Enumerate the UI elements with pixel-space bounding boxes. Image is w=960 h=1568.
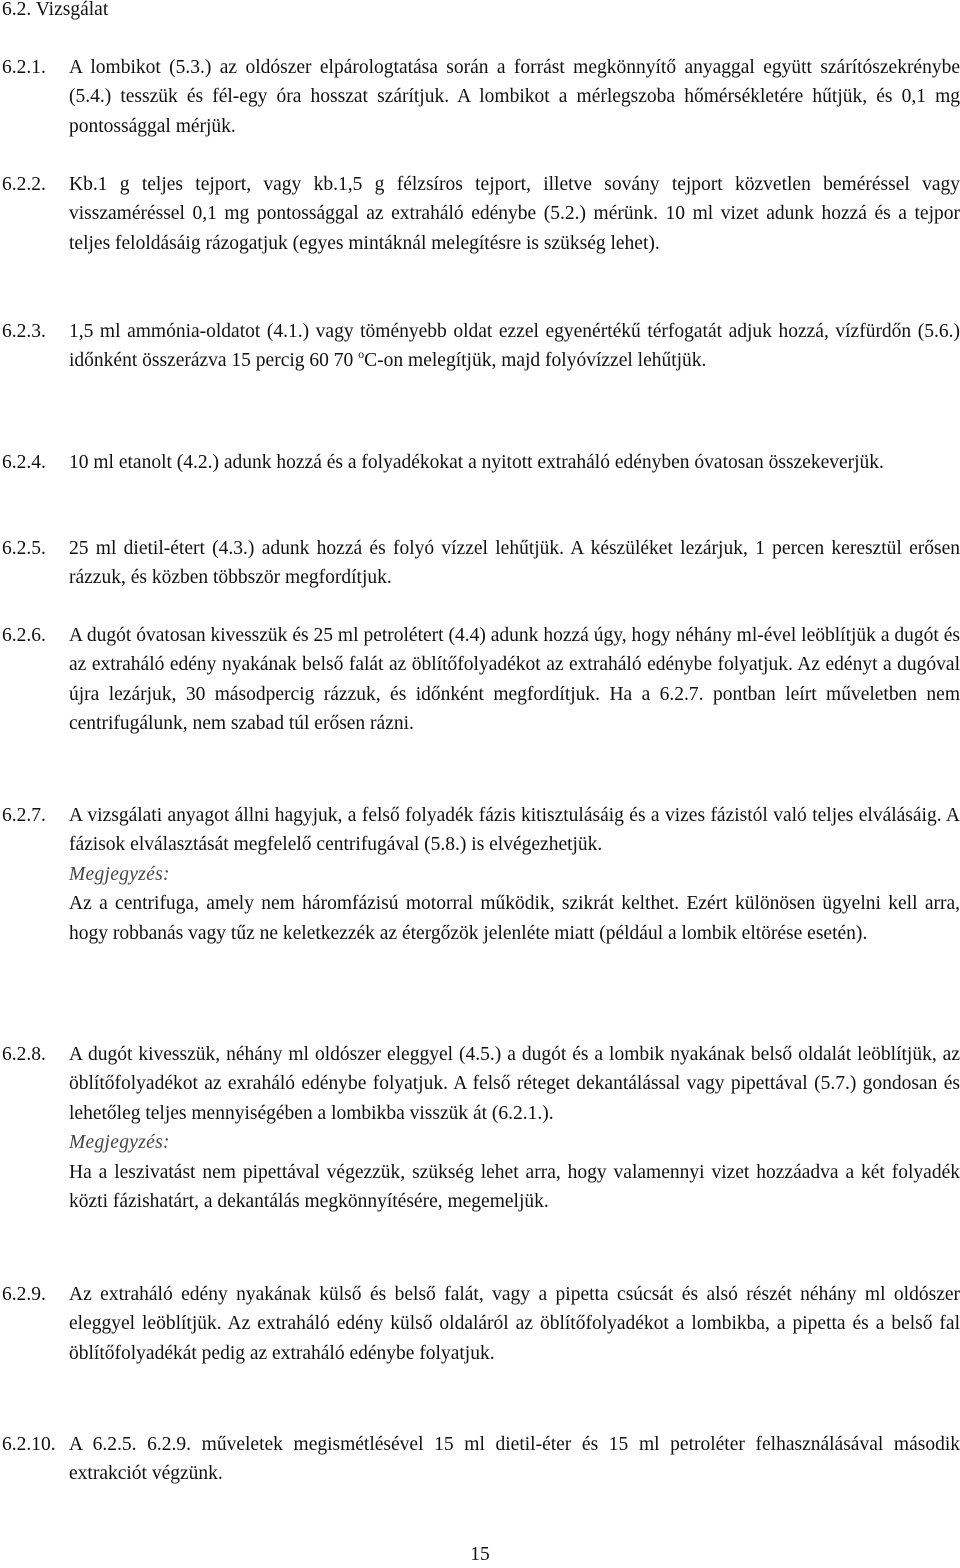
step-number: 6.2.7.: [2, 805, 46, 826]
section-heading: 6.2. Vizsgálat: [2, 0, 109, 20]
note-label: Megjegyzés:: [69, 1132, 170, 1154]
step-number: 6.2.5.: [2, 538, 46, 559]
step-6-2-7: [2, 801, 960, 948]
degree-superscript: o: [358, 347, 365, 362]
step-number: 6.2.8.: [2, 1044, 46, 1065]
page-number: 15: [470, 1544, 490, 1565]
step-text: 10 ml etanolt (4.2.) adunk hozzá és a folyadékokat a nyitott extraháló edényben óvatosan összekeverjük.: [69, 452, 884, 473]
step-text: A vizsgálati anyagot állni hagyjuk, a felső folyadék fázis kitisztulásáig és a vizes fázistól való teljes elválásáig. A fázisok elválasztását megfelelő centrifugával (5.8.) is elvégezhetjük.: [69, 805, 960, 856]
step-text: A 6.2.5. 6.2.9. műveletek megismétlésével 15 ml dietil-éter és 15 ml petroléter felhasználásával második extrakciót végzünk.: [69, 1434, 960, 1485]
step-number: 6.2.4.: [2, 452, 46, 473]
step-text: A lombikot (5.3.) az oldószer elpárologtatása során a forrást megkönnyítő anyaggal együtt szárítószekrénybe (5.4.) tesszük és fél-egy óra hosszat szárítjuk. A lombikot a mérlegszoba hőmérsékletére hűtjük, és 0,1 mg pontossággal mérjük.: [69, 57, 960, 137]
step-6-2-4: [2, 448, 960, 477]
note-text: Ha a leszivatást nem pipettával végezzük, szükség lehet arra, hogy valamennyi vizet hozzáadva a két folyadék közti fázishatárt, a dekantálás megkönnyítésére, megemeljük.: [69, 1161, 960, 1213]
step-text: A dugót kivesszük, néhány ml oldószer eleggyel (4.5.) a dugót és a lombik nyakának belső oldalát leöblítjük, az öblítőfolyadékot az exraháló edénybe folyatjuk. A felső réteget dekantálással vagy pipettával (5.7.) gondosan és lehetőleg teljes mennyiségében a lombikba visszük át (6.2.1.).: [69, 1044, 960, 1124]
step-number: 6.2.1.: [2, 57, 46, 78]
step-number: 6.2.9.: [2, 1284, 46, 1305]
step-number: 6.2.6.: [2, 625, 46, 646]
step-number: 6.2.10.: [2, 1434, 56, 1455]
step-text: A dugót óvatosan kivesszük és 25 ml petrolétert (4.4) adunk hozzá úgy, hogy néhány ml-ével leöblítjük a dugót és az extraháló edény nyakának belső falát az öblítőfolyadékot az extraháló edénybe folyatjuk. Az edényt a dugóval újra lezárjuk, 30 másodpercig rázzuk, és időnként megfordítjuk. Ha a 6.2.7. pontban leírt műveletben nem centrifugálunk, nem szabad túl erősen rázni.: [69, 625, 960, 735]
step-text: 25 ml dietil-étert (4.3.) adunk hozzá és folyó vízzel lehűtjük. A készüléket lezárjuk, 1 percen keresztül erősen rázzuk, és közben többször megfordítjuk.: [69, 538, 960, 589]
step-number: 6.2.2.: [2, 174, 46, 195]
note-label: Megjegyzés:: [69, 863, 170, 885]
step-6-2-3: [2, 317, 960, 376]
note-text: Az a centrifuga, amely nem háromfázisú motorral működik, szikrát kelthet. Ezért különösen ügyelni kell arra, hogy robbanás vagy tűz ne keletkezzék az étergőzök jelenléte miatt (például a lombik eltörése esetén).: [69, 893, 960, 944]
step-6-2-1: [2, 53, 960, 141]
step-number: 6.2.3.: [2, 321, 46, 342]
step-text: Kb.1 g teljes tejport, vagy kb.1,5 g félzsíros tejport, illetve sovány tejport közvetlen beméréssel vagy visszaméréssel 0,1 mg pontossággal az extraháló edénybe (5.2.) mérünk. 10 ml vizet adunk hozzá és a tejpor teljes feloldásáig rázogatjuk (egyes mintáknál melegítésre is szükség lehet).: [69, 174, 960, 254]
step-6-2-6: [2, 621, 960, 739]
step-6-2-10: [2, 1430, 960, 1489]
step-text: Az extraháló edény nyakának külső és belső falát, vagy a pipetta csúcsát és alsó részét néhány ml oldószer eleggyel leöblítjük. Az extraháló edény külső oldaláról az öblítőfolyadékot a lombikba, a pipetta és a belső fal öblítőfolyadékát pedig az extraháló edénybe folyatjuk.: [69, 1284, 960, 1364]
step-6-2-2: [2, 170, 960, 258]
step-text: 1,5 ml ammónia-oldatot (4.1.) vagy töményebb oldat ezzel egyenértékű térfogatát adjuk hozzá, vízfürdőn (5.6.) időnként összerázva 15 percig 60 70 $^o$C-on melegítjük, majd folyóvízzel lehűtjük.: [69, 321, 960, 372]
step-6-2-8: [2, 1040, 960, 1216]
step-6-2-5: [2, 534, 960, 593]
step-6-2-9: [2, 1280, 960, 1368]
